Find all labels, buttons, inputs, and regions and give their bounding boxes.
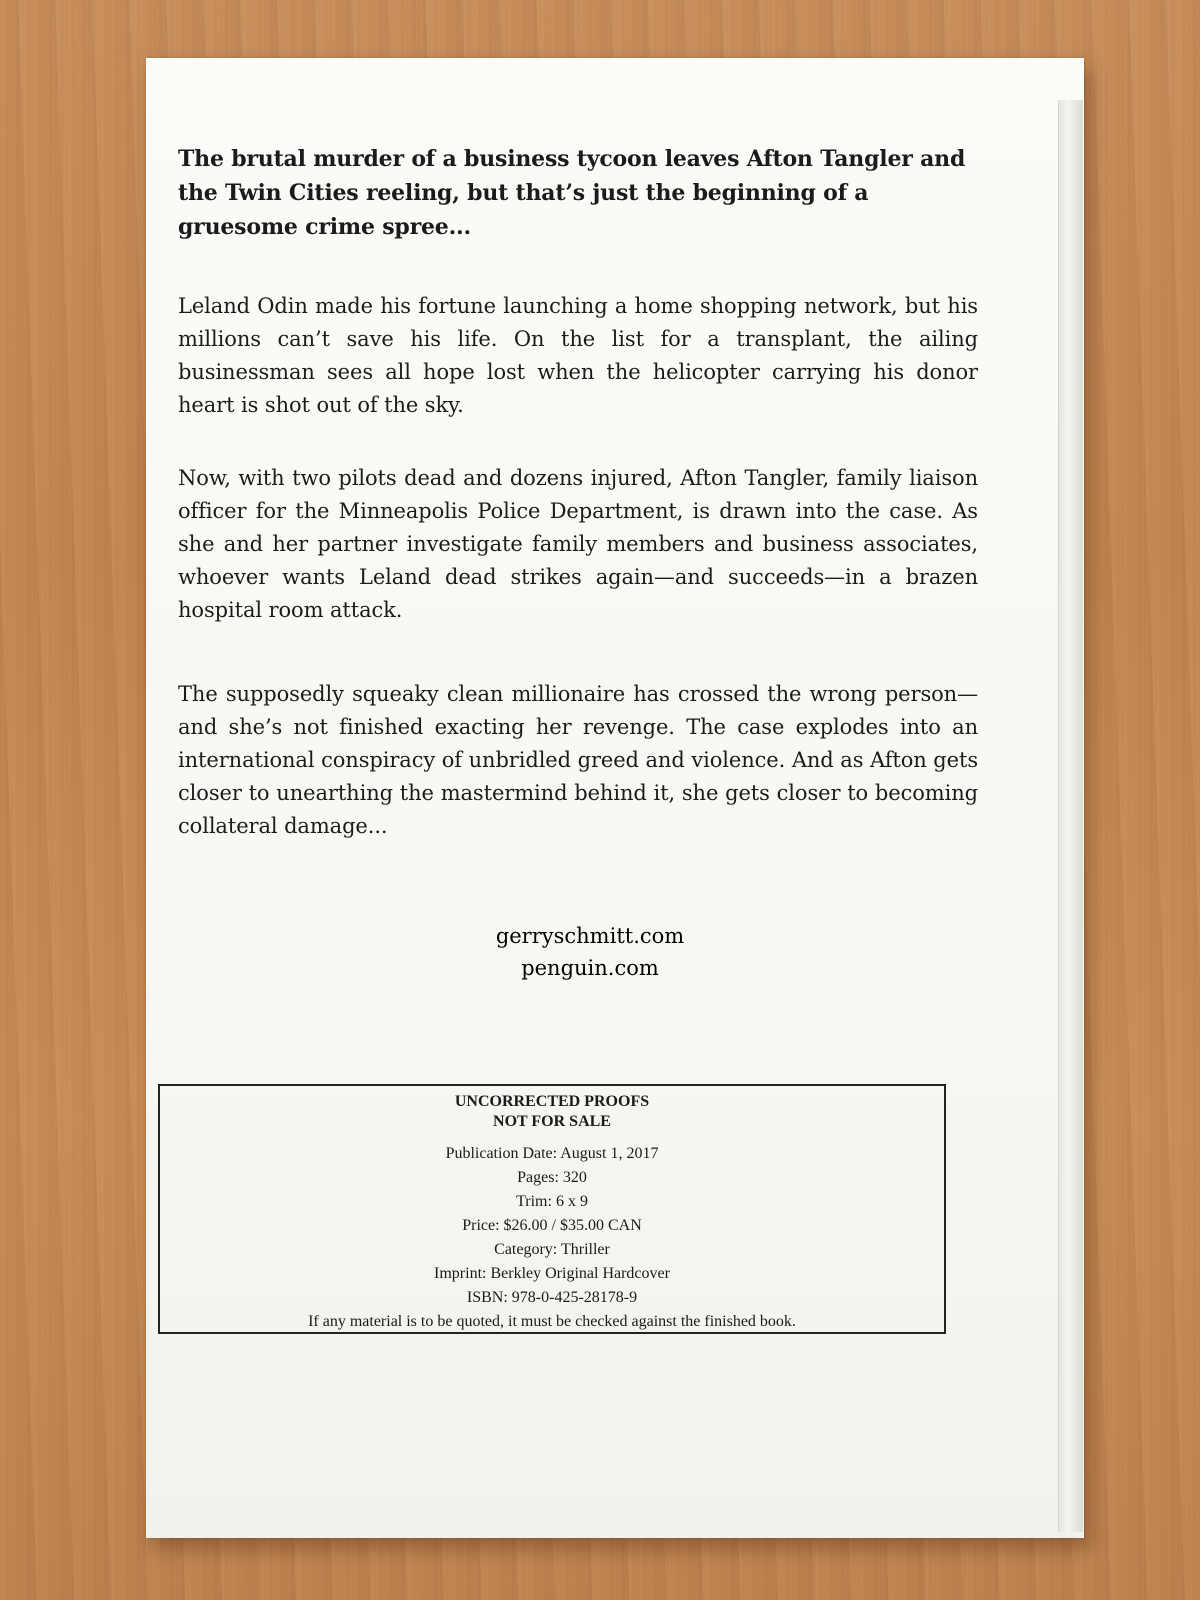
proof-info-box [158,1084,946,1334]
publisher-website: penguin.com [521,956,659,980]
imprint: Imprint: Berkley Original Hardcover [434,1265,670,1282]
blurb-paragraph-1: Leland Odin made his fortune launching a home shopping network, but his millions can’t save his life. On the list for a transplant, the ailing businessman sees all hope lost when the helicopter carrying his donor heart is shot out of the sky. [178,294,978,417]
author-website: gerryschmitt.com [495,924,685,948]
isbn: ISBN: 978-0-425-28178-9 [466,1289,638,1306]
page-count: Pages: 320 [517,1169,587,1186]
blurb-paragraph-3: The supposedly squeaky clean millionaire has crossed the wrong person—and she’s not finished exacting her revenge. The case explodes into an international conspiracy of unbridled greed and violence. And as Afton gets closer to unearthing the mastermind behind it, she gets closer to becoming collateral damage... [178,682,978,838]
publication-date: Publication Date: August 1, 2017 [445,1145,659,1162]
book-page-edge [1058,100,1083,1532]
price: Price: $26.00 / $35.00 CAN [462,1217,642,1234]
website-links [300,920,880,984]
proof-title-line-2: NOT FOR SALE [493,1113,611,1130]
lead-blurb: The brutal murder of a business tycoon leaves Afton Tangler and the Twin Cities reeling, but that’s just the beginning of a gruesome crime spree... [178,146,966,240]
proof-title-line-1: UNCORRECTED PROOFS [454,1093,650,1110]
category: Category: Thriller [494,1241,610,1258]
blurb-paragraph-2: Now, with two pilots dead and dozens injured, Afton Tangler, family liaison officer for the Minneapolis Police Department, is drawn into the case. As she and her partner investigate family members and business associates, whoever wants Leland dead strikes again—and succeeds—in a brazen hospital room attack. [178,466,978,622]
trim-size: Trim: 6 x 9 [516,1193,588,1210]
quotation-notice: If any material is to be quoted, it must be checked against the finished book. [308,1313,796,1330]
